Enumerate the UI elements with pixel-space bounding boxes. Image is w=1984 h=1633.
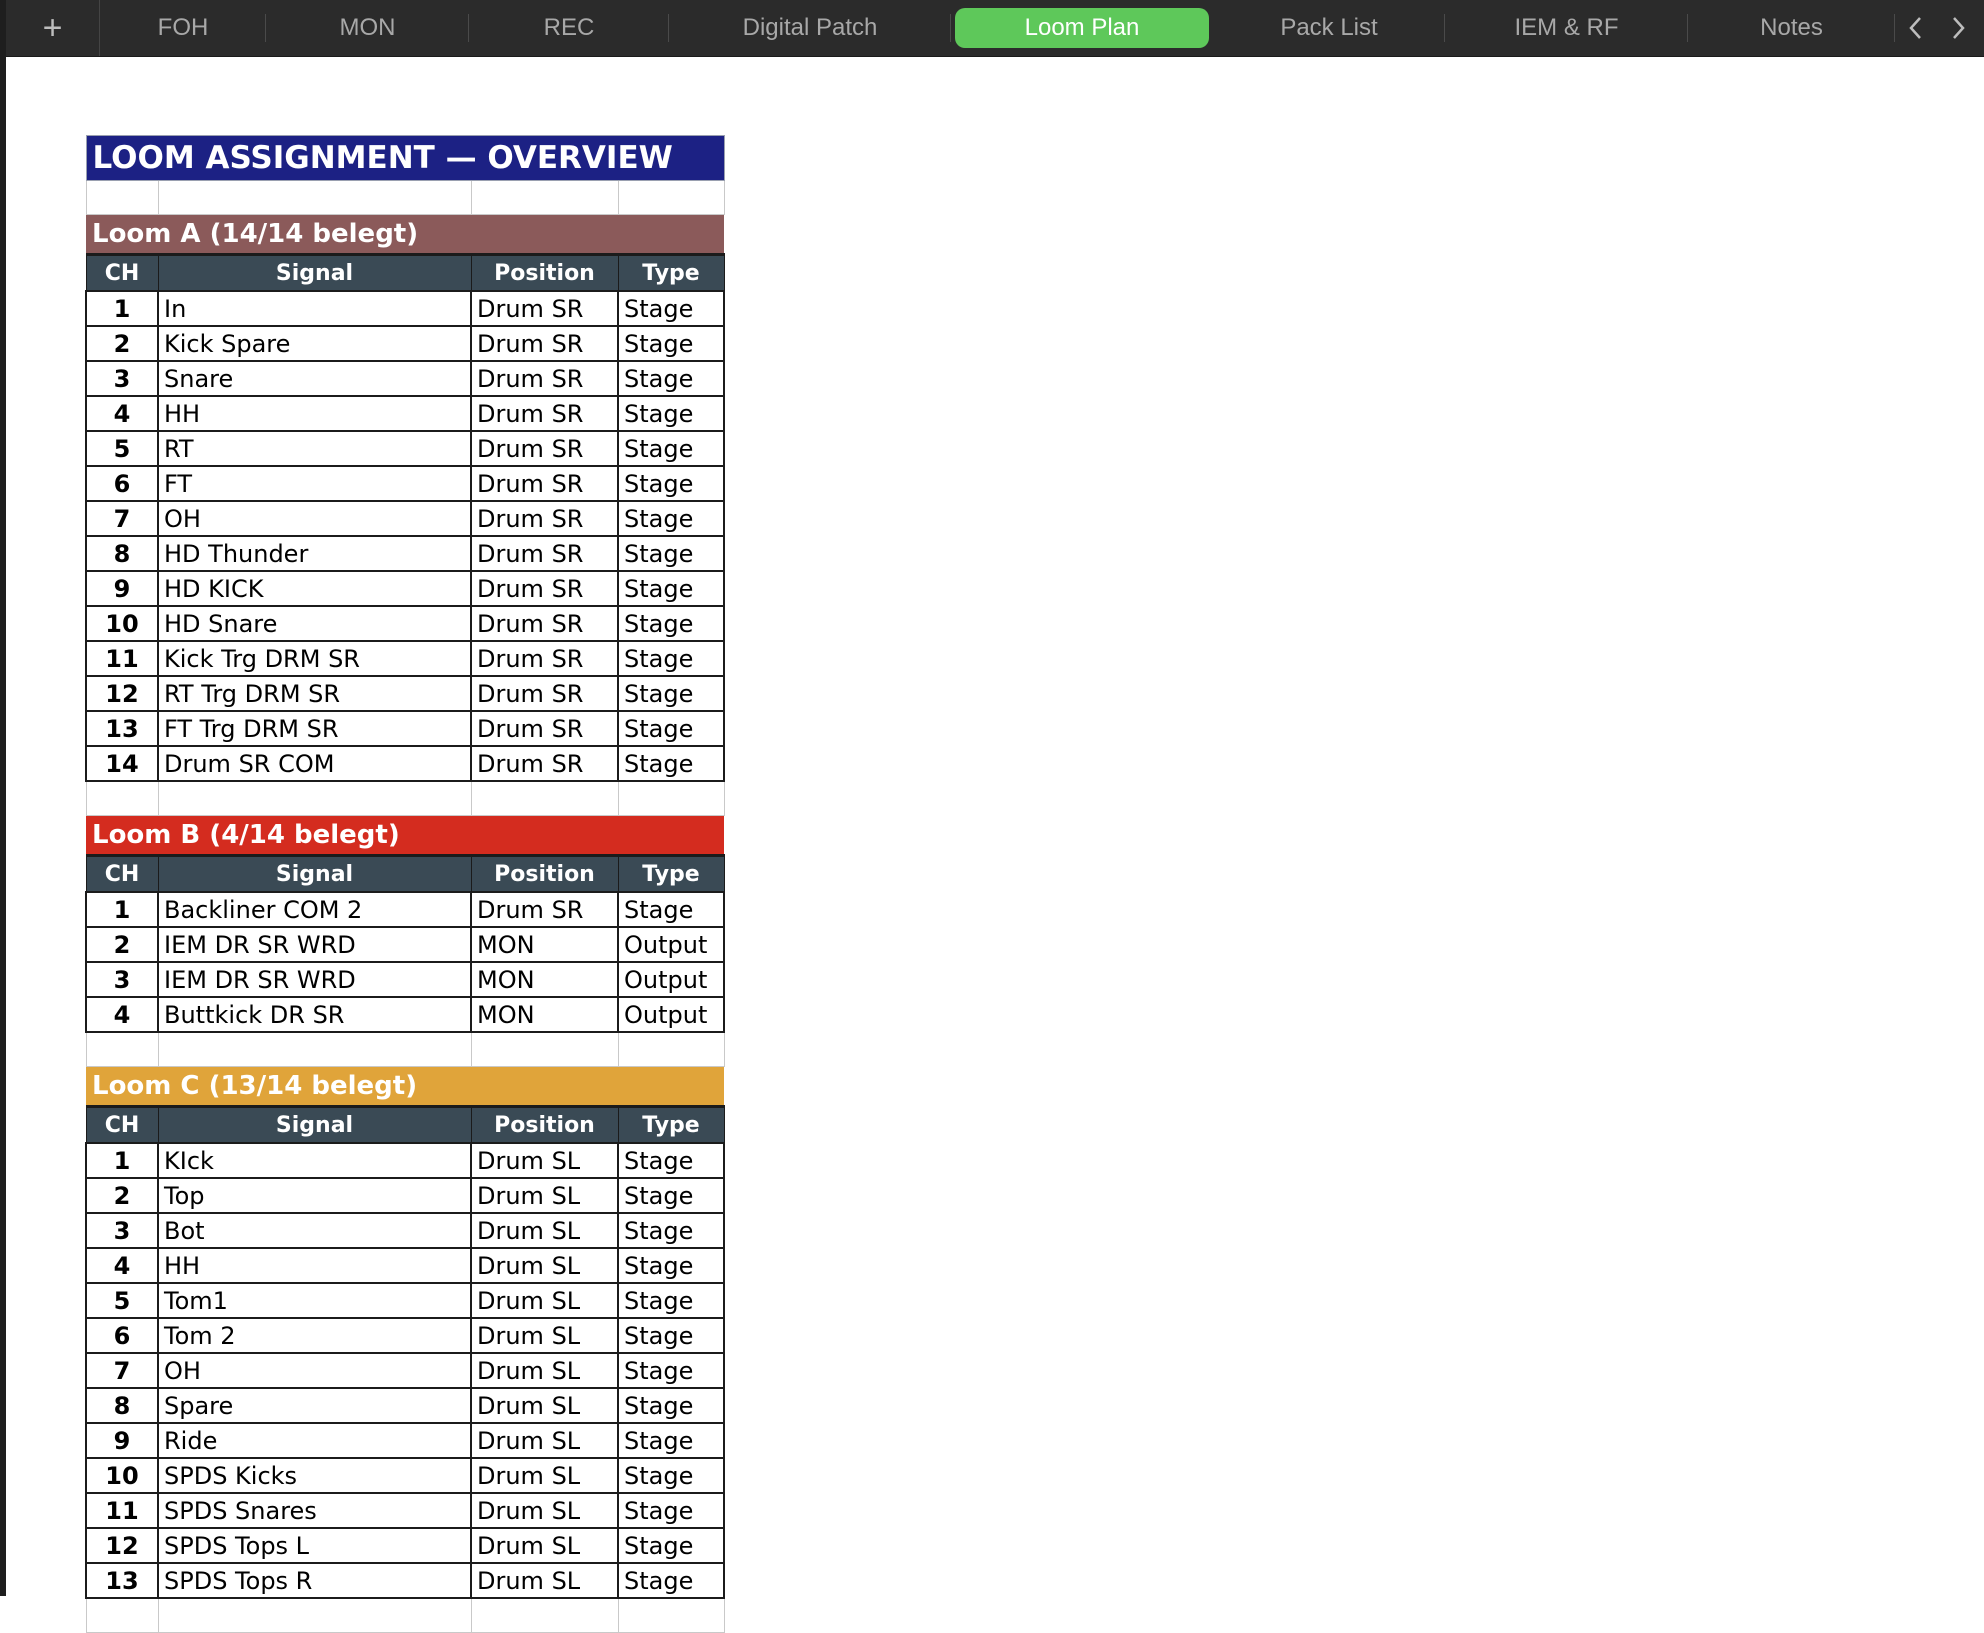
- cell-signal[interactable]: RT Trg DRM SR: [158, 676, 471, 711]
- cell-signal[interactable]: Bot: [158, 1213, 471, 1248]
- cell-ch[interactable]: 14: [86, 746, 158, 781]
- cell-ch[interactable]: 4: [86, 1248, 158, 1283]
- sheet-title[interactable]: LOOM ASSIGNMENT — OVERVIEW: [86, 136, 724, 181]
- cell-type[interactable]: Stage: [618, 1248, 724, 1283]
- cell-ch[interactable]: 6: [86, 1318, 158, 1353]
- cell-type[interactable]: Stage: [618, 1283, 724, 1318]
- empty-cell[interactable]: [471, 1598, 618, 1633]
- cell-position[interactable]: Drum SL: [471, 1353, 618, 1388]
- loom-table: [85, 135, 725, 1633]
- table-row: [86, 466, 724, 501]
- table-row: [86, 396, 724, 431]
- loom-name[interactable]: Loom B (4/14 belegt): [86, 816, 724, 856]
- table-row: [86, 997, 724, 1032]
- table-row: [86, 536, 724, 571]
- cell-signal[interactable]: RT: [158, 431, 471, 466]
- cell-type[interactable]: Stage: [618, 676, 724, 711]
- cell-position[interactable]: Drum SR: [471, 536, 618, 571]
- table-row: [86, 676, 724, 711]
- plus-icon: +: [42, 8, 63, 47]
- cell-type[interactable]: Stage: [618, 431, 724, 466]
- cell-position[interactable]: Drum SR: [471, 606, 618, 641]
- cell-position[interactable]: Drum SL: [471, 1493, 618, 1528]
- cell-position[interactable]: Drum SL: [471, 1423, 618, 1458]
- table-row: [86, 711, 724, 746]
- table-row: [86, 571, 724, 606]
- cell-signal[interactable]: Ride: [158, 1423, 471, 1458]
- cell-type[interactable]: Stage: [618, 1178, 724, 1213]
- table-row: [86, 962, 724, 997]
- tab-label: Digital Patch: [742, 14, 878, 41]
- empty-cell[interactable]: [86, 1032, 158, 1067]
- cell-position[interactable]: MON: [471, 997, 618, 1032]
- cell-type[interactable]: Stage: [618, 641, 724, 676]
- column-header-row: [86, 856, 724, 893]
- cell-ch[interactable]: 3: [86, 361, 158, 396]
- table-row: [86, 1423, 724, 1458]
- cell-type[interactable]: Stage: [618, 1213, 724, 1248]
- cell-ch[interactable]: 9: [86, 1423, 158, 1458]
- cell-ch[interactable]: 4: [86, 396, 158, 431]
- cell-signal[interactable]: Tom1: [158, 1283, 471, 1318]
- cell-type[interactable]: Stage: [618, 1353, 724, 1388]
- table-row: [86, 361, 724, 396]
- cell-ch[interactable]: 3: [86, 1213, 158, 1248]
- tab-label: REC: [543, 14, 595, 41]
- sheet-tab-bar: [6, 0, 1984, 57]
- cell-position[interactable]: Drum SR: [471, 892, 618, 927]
- tab-foh[interactable]: [100, 0, 266, 56]
- empty-cell[interactable]: [618, 1598, 724, 1633]
- cell-ch[interactable]: 8: [86, 1388, 158, 1423]
- cell-type[interactable]: Output: [618, 997, 724, 1032]
- empty-row: [86, 781, 724, 816]
- table-row: [86, 606, 724, 641]
- cell-position[interactable]: Drum SR: [471, 571, 618, 606]
- empty-cell[interactable]: [158, 781, 471, 816]
- cell-ch[interactable]: 7: [86, 1353, 158, 1388]
- tab-notes[interactable]: [1688, 0, 1895, 56]
- cell-ch[interactable]: 4: [86, 997, 158, 1032]
- cell-position[interactable]: Drum SL: [471, 1458, 618, 1493]
- table-row: [86, 1528, 724, 1563]
- tab-label: Pack List: [1280, 14, 1378, 41]
- cell-type[interactable]: Stage: [618, 571, 724, 606]
- cell-position[interactable]: Drum SR: [471, 466, 618, 501]
- empty-cell[interactable]: [618, 781, 724, 816]
- cell-position[interactable]: Drum SL: [471, 1283, 618, 1318]
- cell-type[interactable]: Stage: [618, 1458, 724, 1493]
- column-header-ch[interactable]: CH: [86, 1107, 158, 1144]
- cell-signal[interactable]: IEM DR SR WRD: [158, 927, 471, 962]
- cell-ch[interactable]: 5: [86, 1283, 158, 1318]
- empty-cell[interactable]: [618, 181, 724, 215]
- cell-ch[interactable]: 11: [86, 641, 158, 676]
- cell-signal[interactable]: OH: [158, 501, 471, 536]
- tab-mon[interactable]: [266, 0, 469, 56]
- cell-ch[interactable]: 1: [86, 1143, 158, 1178]
- cell-signal[interactable]: HD Snare: [158, 606, 471, 641]
- cell-ch[interactable]: 6: [86, 466, 158, 501]
- cell-type[interactable]: Stage: [618, 466, 724, 501]
- cell-position[interactable]: MON: [471, 927, 618, 962]
- chevron-right-icon: [1949, 15, 1967, 41]
- column-header-signal[interactable]: Signal: [158, 255, 471, 292]
- cell-signal[interactable]: HD KICK: [158, 571, 471, 606]
- tab-iem-rf[interactable]: [1445, 0, 1688, 56]
- cell-type[interactable]: Stage: [618, 746, 724, 781]
- tab-label: Loom Plan: [1024, 14, 1140, 41]
- tab-loom-plan[interactable]: [951, 0, 1213, 56]
- cell-position[interactable]: Drum SL: [471, 1143, 618, 1178]
- tab-label: Notes: [1760, 14, 1823, 41]
- cell-position[interactable]: Drum SL: [471, 1318, 618, 1353]
- cell-signal[interactable]: FT Trg DRM SR: [158, 711, 471, 746]
- cell-position[interactable]: Drum SL: [471, 1213, 618, 1248]
- empty-cell[interactable]: [618, 1032, 724, 1067]
- table-row: [86, 1493, 724, 1528]
- cell-ch[interactable]: 5: [86, 431, 158, 466]
- cell-type[interactable]: Stage: [618, 501, 724, 536]
- tab-pack-list[interactable]: [1213, 0, 1445, 56]
- cell-ch[interactable]: 2: [86, 326, 158, 361]
- cell-signal[interactable]: SPDS Tops R: [158, 1563, 471, 1598]
- table-row: [86, 326, 724, 361]
- cell-signal[interactable]: HH: [158, 1248, 471, 1283]
- cell-type[interactable]: Stage: [618, 291, 724, 326]
- cell-signal[interactable]: KIck: [158, 1143, 471, 1178]
- cell-ch[interactable]: 13: [86, 1563, 158, 1598]
- column-header-type[interactable]: Type: [618, 1107, 724, 1144]
- table-row: [86, 1388, 724, 1423]
- table-row: [86, 1353, 724, 1388]
- empty-cell[interactable]: [86, 1598, 158, 1633]
- cell-signal[interactable]: In: [158, 291, 471, 326]
- cell-signal[interactable]: Top: [158, 1178, 471, 1213]
- tab-rec[interactable]: [469, 0, 669, 56]
- column-header-position[interactable]: Position: [471, 856, 618, 893]
- tab-label: FOH: [157, 14, 209, 41]
- loom-header-row: [86, 215, 724, 255]
- table-row: [86, 1143, 724, 1178]
- cell-signal[interactable]: Kick Spare: [158, 326, 471, 361]
- title-row: [86, 136, 724, 181]
- cell-ch[interactable]: 8: [86, 536, 158, 571]
- cell-signal[interactable]: Buttkick DR SR: [158, 997, 471, 1032]
- cell-position[interactable]: Drum SL: [471, 1528, 618, 1563]
- cell-type[interactable]: Stage: [618, 711, 724, 746]
- table-row: [86, 1178, 724, 1213]
- cell-position[interactable]: Drum SR: [471, 396, 618, 431]
- empty-cell[interactable]: [471, 181, 618, 215]
- cell-ch[interactable]: 2: [86, 1178, 158, 1213]
- table-row: [86, 291, 724, 326]
- empty-row: [86, 1032, 724, 1067]
- loom-name[interactable]: Loom C (13/14 belegt): [86, 1067, 724, 1107]
- cell-position[interactable]: MON: [471, 962, 618, 997]
- cell-signal[interactable]: HH: [158, 396, 471, 431]
- cell-signal[interactable]: FT: [158, 466, 471, 501]
- cell-signal[interactable]: Backliner COM 2: [158, 892, 471, 927]
- column-header-row: [86, 255, 724, 292]
- cell-position[interactable]: Drum SL: [471, 1563, 618, 1598]
- cell-ch[interactable]: 12: [86, 676, 158, 711]
- loom-assignment-sheet: [85, 135, 723, 1633]
- cell-position[interactable]: Drum SR: [471, 746, 618, 781]
- cell-type[interactable]: Stage: [618, 361, 724, 396]
- cell-position[interactable]: Drum SL: [471, 1388, 618, 1423]
- cell-type[interactable]: Stage: [618, 326, 724, 361]
- cell-signal[interactable]: Drum SR COM: [158, 746, 471, 781]
- cell-ch[interactable]: 2: [86, 927, 158, 962]
- cell-type[interactable]: Stage: [618, 1563, 724, 1598]
- cell-position[interactable]: Drum SL: [471, 1248, 618, 1283]
- cell-type[interactable]: Stage: [618, 892, 724, 927]
- empty-cell[interactable]: [158, 1032, 471, 1067]
- column-header-signal[interactable]: Signal: [158, 856, 471, 893]
- cell-signal[interactable]: Tom 2: [158, 1318, 471, 1353]
- cell-type[interactable]: Stage: [618, 1423, 724, 1458]
- cell-position[interactable]: Drum SR: [471, 291, 618, 326]
- table-row: [86, 1213, 724, 1248]
- window-edge: [0, 0, 6, 1596]
- cell-type[interactable]: Stage: [618, 606, 724, 641]
- cell-type[interactable]: Stage: [618, 536, 724, 571]
- cell-ch[interactable]: 7: [86, 501, 158, 536]
- loom-name[interactable]: Loom A (14/14 belegt): [86, 215, 724, 255]
- cell-type[interactable]: Stage: [618, 1388, 724, 1423]
- column-header-position[interactable]: Position: [471, 255, 618, 292]
- empty-cell[interactable]: [158, 1598, 471, 1633]
- cell-signal[interactable]: SPDS Snares: [158, 1493, 471, 1528]
- cell-ch[interactable]: 1: [86, 291, 158, 326]
- table-row: [86, 501, 724, 536]
- table-row: [86, 1563, 724, 1598]
- cell-signal[interactable]: SPDS Kicks: [158, 1458, 471, 1493]
- cell-position[interactable]: Drum SR: [471, 361, 618, 396]
- cell-type[interactable]: Stage: [618, 1318, 724, 1353]
- cell-signal[interactable]: Snare: [158, 361, 471, 396]
- column-header-type[interactable]: Type: [618, 255, 724, 292]
- cell-type[interactable]: Stage: [618, 396, 724, 431]
- column-header-ch[interactable]: CH: [86, 856, 158, 893]
- chevron-left-icon: [1907, 15, 1925, 41]
- table-row: [86, 1283, 724, 1318]
- column-header-ch[interactable]: CH: [86, 255, 158, 292]
- tab-digital-patch[interactable]: [669, 0, 951, 56]
- cell-position[interactable]: Drum SR: [471, 501, 618, 536]
- empty-row: [86, 1598, 724, 1633]
- empty-cell[interactable]: [86, 181, 158, 215]
- column-header-type[interactable]: Type: [618, 856, 724, 893]
- tab-label: IEM & RF: [1514, 14, 1619, 41]
- cell-ch[interactable]: 13: [86, 711, 158, 746]
- cell-type[interactable]: Stage: [618, 1493, 724, 1528]
- cell-ch[interactable]: 11: [86, 1493, 158, 1528]
- scroll-tabs-right-button[interactable]: [1937, 0, 1979, 56]
- cell-type[interactable]: Output: [618, 927, 724, 962]
- cell-ch[interactable]: 10: [86, 606, 158, 641]
- sheet-tabs: [100, 0, 1895, 56]
- cell-type[interactable]: Stage: [618, 1143, 724, 1178]
- cell-ch[interactable]: 12: [86, 1528, 158, 1563]
- tab-label: MON: [339, 14, 396, 41]
- active-tab-pill: [955, 8, 1209, 48]
- cell-position[interactable]: Drum SR: [471, 641, 618, 676]
- table-row: [86, 892, 724, 927]
- table-row: [86, 1318, 724, 1353]
- cell-signal[interactable]: HD Thunder: [158, 536, 471, 571]
- table-row: [86, 746, 724, 781]
- table-row: [86, 641, 724, 676]
- cell-signal[interactable]: Spare: [158, 1388, 471, 1423]
- table-row: [86, 927, 724, 962]
- cell-ch[interactable]: 3: [86, 962, 158, 997]
- column-header-position[interactable]: Position: [471, 1107, 618, 1144]
- empty-row: [86, 181, 724, 215]
- column-header-signal[interactable]: Signal: [158, 1107, 471, 1144]
- column-header-row: [86, 1107, 724, 1144]
- empty-cell[interactable]: [158, 181, 471, 215]
- loom-header-row: [86, 816, 724, 856]
- cell-signal[interactable]: Kick Trg DRM SR: [158, 641, 471, 676]
- cell-signal[interactable]: OH: [158, 1353, 471, 1388]
- cell-position[interactable]: Drum SR: [471, 711, 618, 746]
- scroll-tabs-left-button[interactable]: [1895, 0, 1937, 56]
- cell-ch[interactable]: 9: [86, 571, 158, 606]
- empty-cell[interactable]: [471, 781, 618, 816]
- table-row: [86, 431, 724, 466]
- cell-signal[interactable]: IEM DR SR WRD: [158, 962, 471, 997]
- cell-type[interactable]: Stage: [618, 1528, 724, 1563]
- cell-position[interactable]: Drum SR: [471, 431, 618, 466]
- add-sheet-button[interactable]: [6, 0, 100, 56]
- cell-position[interactable]: Drum SR: [471, 326, 618, 361]
- cell-position[interactable]: Drum SL: [471, 1178, 618, 1213]
- empty-cell[interactable]: [471, 1032, 618, 1067]
- cell-type[interactable]: Output: [618, 962, 724, 997]
- table-row: [86, 1248, 724, 1283]
- cell-ch[interactable]: 10: [86, 1458, 158, 1493]
- cell-ch[interactable]: 1: [86, 892, 158, 927]
- loom-header-row: [86, 1067, 724, 1107]
- cell-position[interactable]: Drum SR: [471, 676, 618, 711]
- tab-separator: [1894, 14, 1895, 42]
- cell-signal[interactable]: SPDS Tops L: [158, 1528, 471, 1563]
- empty-cell[interactable]: [86, 781, 158, 816]
- table-row: [86, 1458, 724, 1493]
